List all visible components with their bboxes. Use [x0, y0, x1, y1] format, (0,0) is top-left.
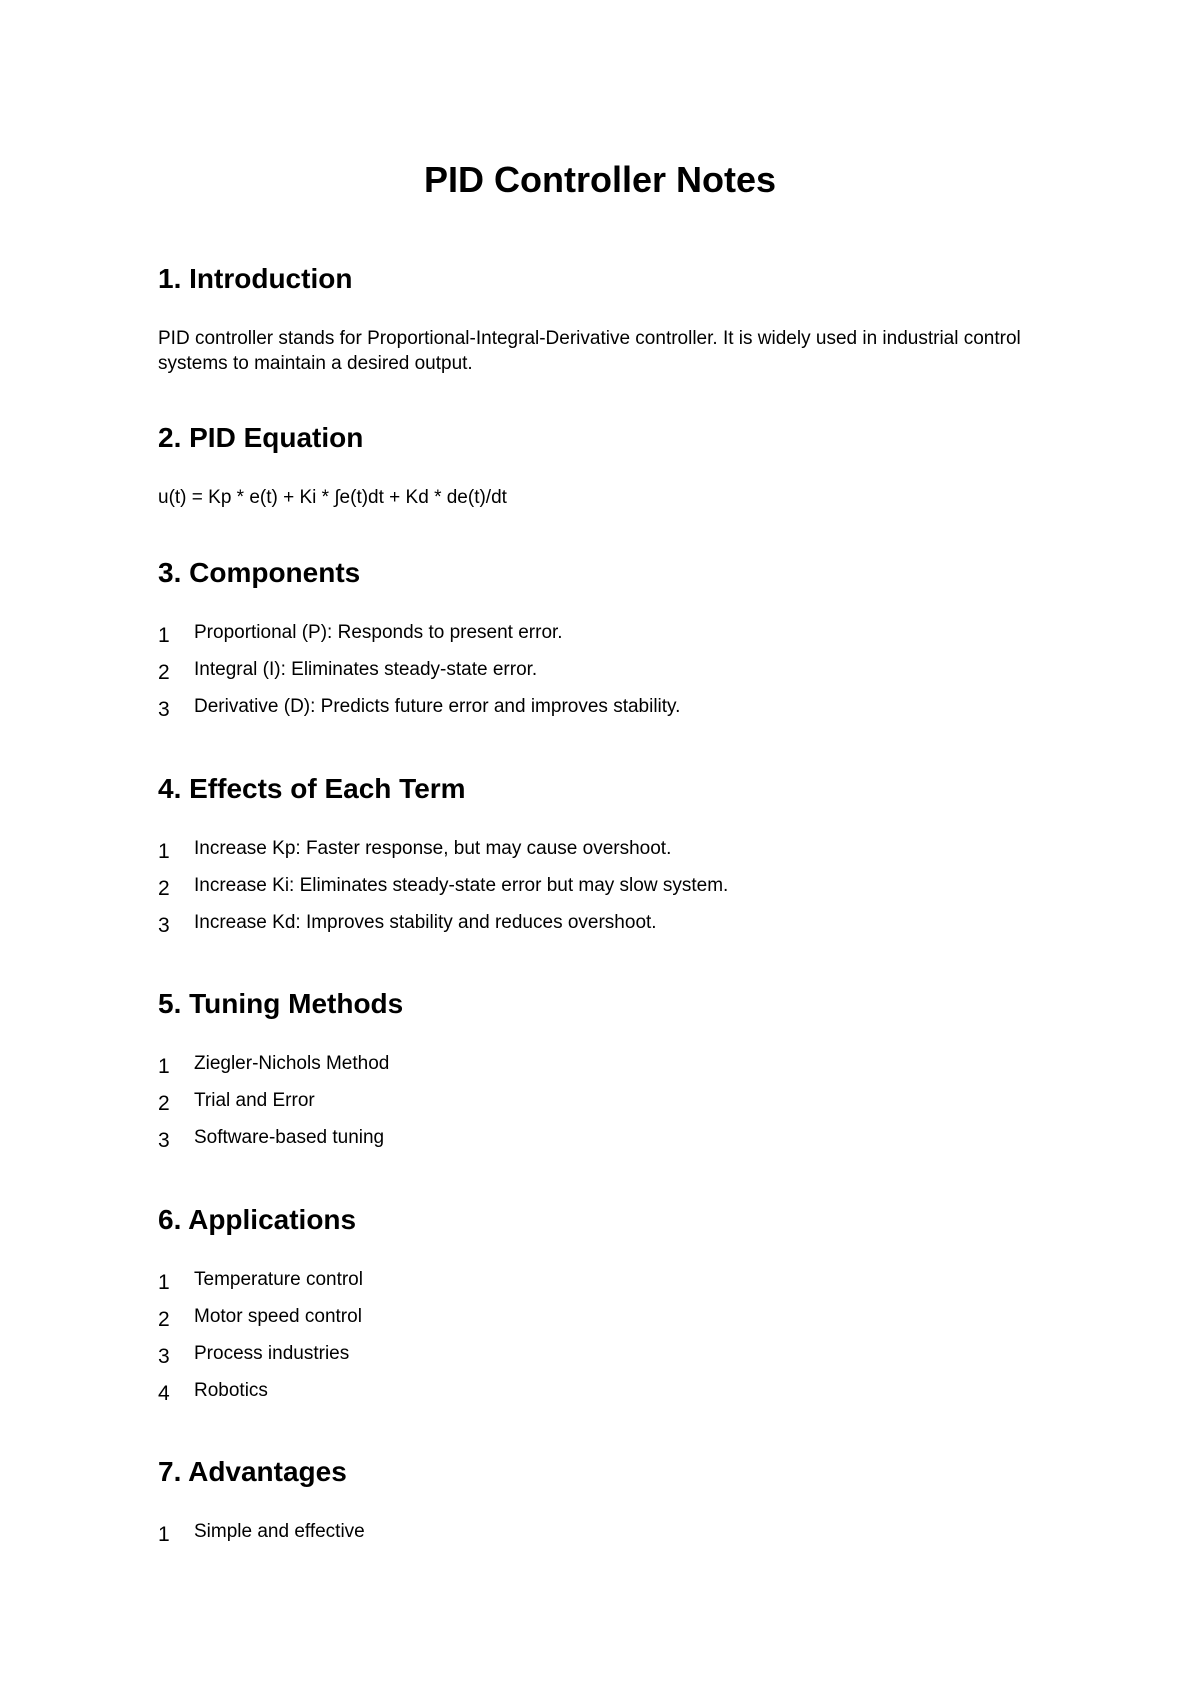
section-heading: 5. Tuning Methods: [158, 988, 404, 1019]
list-number: 4: [158, 1382, 170, 1405]
list-item: [158, 620, 1058, 657]
list-item: [158, 1088, 1058, 1125]
section-heading: 6. Applications: [158, 1204, 357, 1235]
section-advantages: [158, 1455, 1058, 1556]
list-number: 1: [158, 840, 170, 863]
numbered-list: [158, 1267, 1058, 1415]
list-number: 2: [158, 877, 170, 900]
document-title: PID Controller Notes: [423, 159, 777, 200]
numbered-list: [158, 620, 1058, 731]
list-item: [158, 1125, 1058, 1162]
list-text: Increase Kp: Faster response, but may cause overshoot.: [194, 838, 672, 859]
section-applications: [158, 1203, 1058, 1415]
list-number: 2: [158, 661, 170, 684]
section-heading: 3. Components: [158, 557, 361, 588]
list-number: 3: [158, 1129, 170, 1152]
numbered-list: [158, 836, 1058, 947]
list-text: Derivative (D): Predicts future error and improves stability.: [194, 696, 681, 717]
section-introduction: [158, 262, 1058, 376]
section-heading: 1. Introduction: [158, 263, 353, 294]
section-pid-equation: [158, 421, 1058, 510]
list-number: 1: [158, 624, 170, 647]
list-item: [158, 873, 1058, 910]
list-text: Process industries: [194, 1343, 350, 1364]
section-tuning-methods: [158, 987, 1058, 1162]
numbered-list: [158, 1519, 1058, 1556]
list-text: Simple and effective: [194, 1521, 365, 1542]
section-heading: 2. PID Equation: [158, 422, 364, 453]
list-text: Software-based tuning: [194, 1127, 385, 1148]
section-heading: 4. Effects of Each Term: [158, 773, 466, 804]
list-text: Trial and Error: [194, 1090, 315, 1111]
numbered-list: [158, 1051, 1058, 1162]
list-text: Ziegler-Nichols Method: [194, 1053, 390, 1074]
list-item: [158, 1051, 1058, 1088]
list-number: 1: [158, 1055, 170, 1078]
list-number: 2: [158, 1092, 170, 1115]
list-text: Proportional (P): Responds to present error.: [194, 622, 563, 643]
list-number: 1: [158, 1271, 170, 1294]
list-item: [158, 657, 1058, 694]
list-item: [158, 910, 1058, 947]
list-item: [158, 836, 1058, 873]
list-item: [158, 1267, 1058, 1304]
list-number: 3: [158, 698, 170, 721]
section-components: [158, 556, 1058, 731]
section-effects: [158, 772, 1058, 947]
list-item: [158, 694, 1058, 731]
list-text: Increase Kd: Improves stability and reduces overshoot.: [194, 912, 657, 933]
list-text: Temperature control: [194, 1269, 363, 1290]
list-item: [158, 1519, 1058, 1556]
list-item: [158, 1304, 1058, 1341]
pid-equation: u(t) = Kp * e(t) + Ki * ∫e(t)dt + Kd * de(t)/dt: [158, 487, 507, 508]
list-number: 2: [158, 1308, 170, 1331]
list-number: 3: [158, 1345, 170, 1368]
list-text: Integral (I): Eliminates steady-state error.: [194, 659, 538, 680]
list-text: Increase Ki: Eliminates steady-state error but may slow system.: [194, 875, 729, 896]
list-item: [158, 1378, 1058, 1415]
section-heading: 7. Advantages: [158, 1456, 347, 1487]
section-paragraph: PID controller stands for Proportional-Integral-Derivative controller. It is widely used in industrial control systems to maintain a desired output.: [158, 328, 1021, 374]
list-number: 3: [158, 914, 170, 937]
list-item: [158, 1341, 1058, 1378]
list-number: 1: [158, 1523, 170, 1546]
list-text: Motor speed control: [194, 1306, 362, 1327]
list-text: Robotics: [194, 1380, 268, 1401]
